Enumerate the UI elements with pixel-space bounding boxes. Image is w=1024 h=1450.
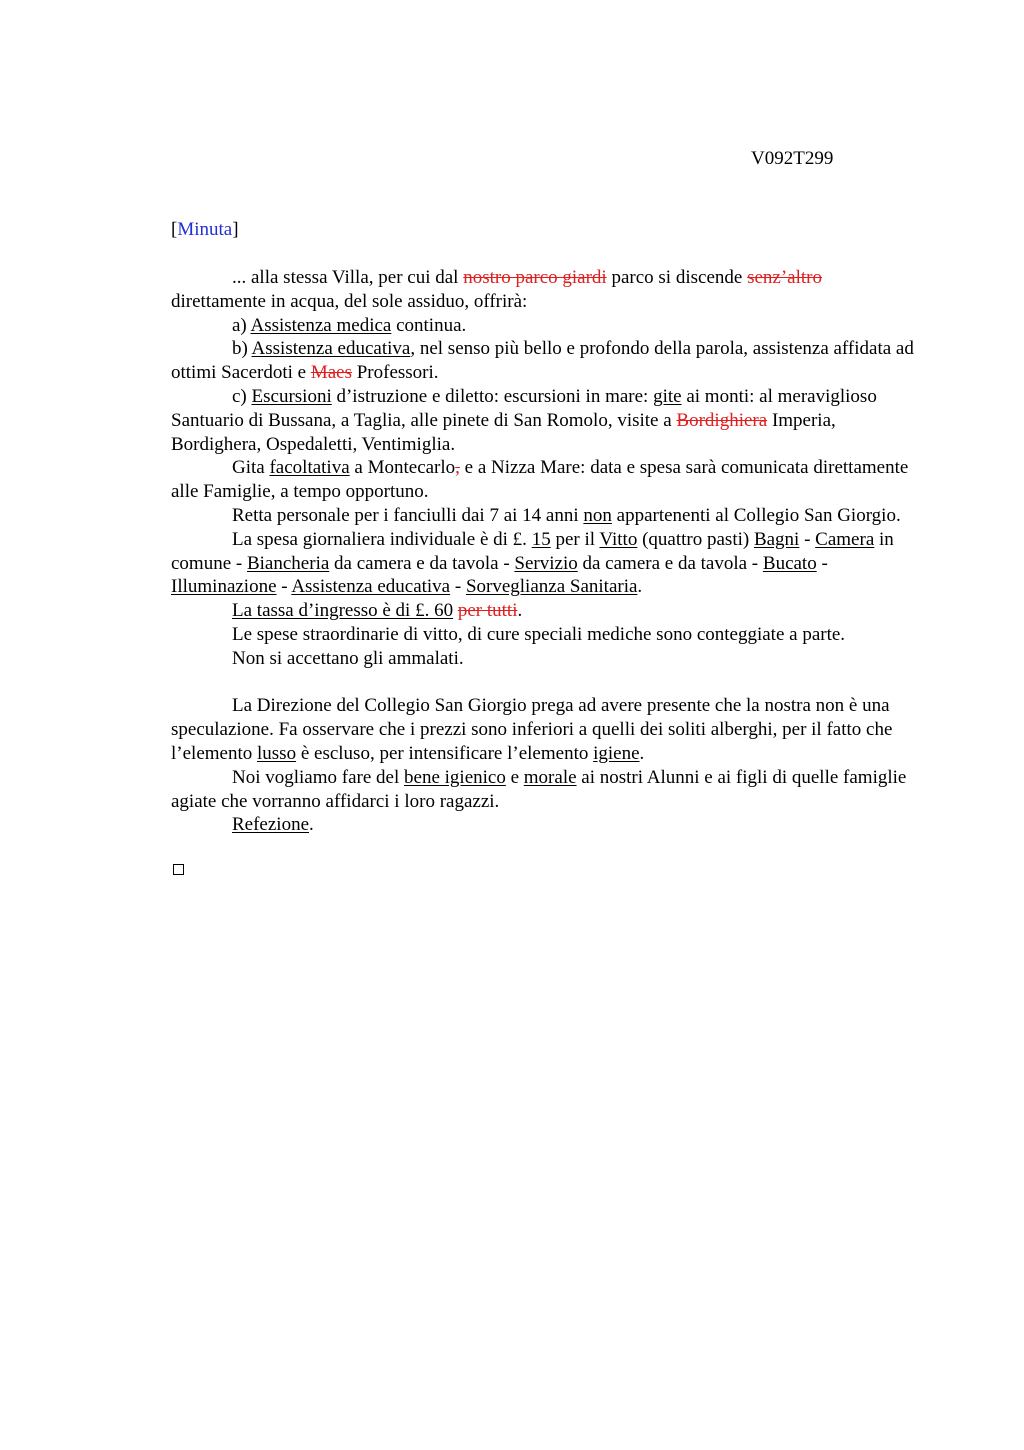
deleted-text: , [455, 457, 460, 479]
underlined-text: morale [523, 766, 577, 788]
text: . [517, 600, 523, 622]
page-id: V092T299 [751, 148, 834, 169]
underlined-text: Sorveglianza Sanitaria [465, 576, 638, 598]
underlined-text: Assistenza educativa [251, 338, 411, 360]
underlined-text: lusso [257, 742, 297, 764]
text: da camera e da tavola - [329, 552, 515, 574]
close-bracket: ] [232, 219, 239, 240]
deleted-text: Maes [310, 362, 352, 384]
text: appartenenti al Collegio San Giorgio. [611, 504, 901, 526]
paragraph-assistenza-educativa [171, 337, 916, 385]
text: - [799, 528, 816, 550]
text: è escluso, per intensificare l’elemento [296, 742, 594, 764]
deleted-text: senz’altro [747, 267, 822, 288]
text: ai monti: al meraviglioso Santuario di Bussana, a Taglia, alle pinete di San Romolo, visite a [171, 385, 877, 431]
text: Noi vogliamo fare del [232, 766, 405, 788]
paragraph-retta [171, 504, 916, 528]
paragraph-gita [171, 456, 916, 504]
underlined-text: facoltativa [269, 457, 350, 479]
underlined-text: Vitto [599, 528, 638, 550]
underlined-text: Servizio [514, 552, 578, 574]
paragraph-direzione [171, 694, 916, 765]
paragraph-assistenza-medica [171, 314, 916, 338]
text: Retta personale per i fanciulli dai 7 ai 14 anni [232, 504, 584, 526]
underlined-text: Bucato [762, 552, 817, 574]
underlined-text: gite [653, 385, 682, 407]
text: direttamente in acqua, del sole assiduo, offrirà: [171, 290, 528, 312]
text: d’istruzione e diletto: escursioni in mare: [331, 385, 654, 407]
document-body [171, 266, 916, 837]
open-bracket: [ [171, 219, 178, 240]
text: ai nostri Alunni e ai figli di quelle famiglie agiate che vorranno affidarci i loro ragazzi. [171, 766, 907, 812]
text: - [450, 576, 466, 598]
text: . [309, 814, 314, 836]
paragraph-bene-igienico [171, 766, 916, 814]
paragraph-refezione [171, 813, 916, 837]
deleted-text: nostro parco giardi [463, 267, 607, 288]
text: ... alla stessa Villa, per cui dal [232, 267, 464, 288]
underlined-text: 15 [531, 528, 551, 550]
paragraph-tassa-ingresso [171, 599, 916, 623]
document-type-label [171, 218, 239, 241]
text: - [816, 552, 828, 574]
text: parco si discende [606, 267, 748, 288]
text: c) [232, 385, 252, 407]
text: a Montecarlo [349, 457, 456, 479]
paragraph-ammalati: Non si accettano gli ammalati. [232, 647, 464, 669]
underlined-text: Camera [815, 528, 875, 550]
text: Gita [232, 457, 270, 479]
underlined-text: bene igienico [404, 766, 506, 788]
text: (quattro pasti) [637, 528, 754, 550]
text: , nel senso più bello e profondo della parola, assistenza affidata ad ottimi Sacerdoti e [171, 338, 914, 384]
paragraph-spesa-giornaliera [171, 528, 916, 599]
underlined-text: La tassa d’ingresso è di £. 60 [232, 600, 454, 622]
text: La spesa giornaliera individuale è di £. [232, 528, 532, 550]
end-marker-box-icon [173, 864, 184, 875]
underlined-text: Assistenza medica [250, 314, 392, 336]
text: in comune - [171, 528, 894, 574]
text: per il [550, 528, 600, 550]
text: . [639, 742, 645, 764]
text: Professori. [351, 362, 439, 384]
minuta-label: Minuta [177, 219, 233, 240]
text: . [637, 576, 643, 598]
underlined-text: Illuminazione [171, 576, 277, 598]
text: da camera e da tavola - [577, 552, 763, 574]
text: e a Nizza Mare: data e spesa sarà comunicata direttamente alle Famiglie, a tempo opportuno. [171, 457, 909, 503]
deleted-text: Bordighiera [676, 409, 768, 431]
paragraph-spese-straordinarie: Le spese straordinarie di vitto, di cure speciali mediche sono conteggiate a parte. [232, 623, 846, 645]
text: continua. [391, 314, 467, 336]
underlined-text: Bagni [753, 528, 800, 550]
text: - [276, 576, 292, 598]
underlined-text: Assistenza educativa [291, 576, 451, 598]
underlined-text: non [583, 504, 612, 526]
underlined-text: Escursioni [251, 385, 332, 407]
paragraph-escursioni [171, 385, 916, 456]
underlined-text: igiene [593, 742, 640, 764]
text: e [505, 766, 524, 788]
text: La Direzione del Collegio San Giorgio prega ad avere presente che la nostra non è una speculazione. Fa osservare che i prezzi sono inferiori a quelli dei soliti alberghi, per il fatto che l’elemento [171, 695, 893, 764]
text: a) [232, 314, 251, 336]
underlined-text: Refezione [232, 814, 310, 836]
text: b) [232, 338, 252, 360]
paragraph-villa [171, 266, 916, 314]
text: Imperia, Bordighera, Ospedaletti, Ventimiglia. [171, 409, 836, 455]
underlined-text: Biancheria [246, 552, 330, 574]
deleted-text: per tutti [457, 600, 518, 622]
